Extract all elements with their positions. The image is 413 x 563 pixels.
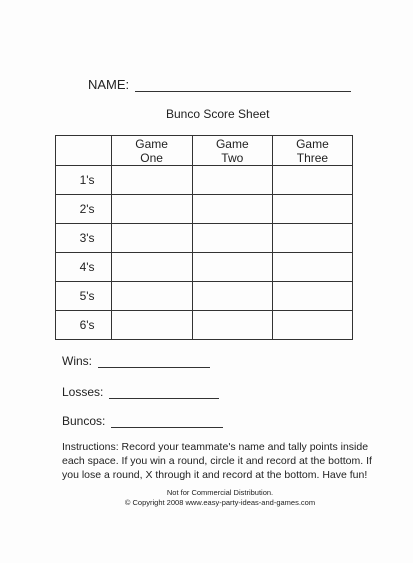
score-cell[interactable] (111, 166, 192, 195)
score-cell[interactable] (272, 311, 352, 340)
buncos-label: Buncos: (62, 414, 106, 428)
table-row (56, 282, 353, 311)
row-label-sixes: 6's (56, 311, 112, 340)
table-row (56, 224, 353, 253)
score-table (55, 135, 353, 340)
table-row (56, 166, 353, 195)
score-cell[interactable] (111, 311, 192, 340)
row-label-fives: 5's (56, 282, 112, 311)
column-header-line1: Game (215, 136, 249, 151)
score-cell[interactable] (272, 282, 352, 311)
column-header-game-three (272, 136, 352, 166)
score-cell[interactable] (272, 195, 352, 224)
row-label-threes: 3's (56, 224, 112, 253)
losses-blank-line[interactable] (109, 387, 219, 399)
footer-distribution-note: Not for Commercial Distribution. (166, 488, 274, 497)
column-header-game-one (111, 136, 192, 166)
footer-copyright: © Copyright 2008 www.easy-party-ideas-and-games.com (124, 498, 316, 507)
column-header-line2: Two (221, 150, 244, 165)
score-cell[interactable] (111, 282, 192, 311)
score-cell[interactable] (192, 253, 272, 282)
score-cell[interactable] (192, 282, 272, 311)
score-cell[interactable] (192, 224, 272, 253)
column-header-game-two (192, 136, 272, 166)
score-cell[interactable] (111, 224, 192, 253)
row-label-twos: 2's (56, 195, 112, 224)
wins-field (62, 354, 210, 368)
corner-cell (56, 136, 112, 166)
sheet-title: Bunco Score Sheet (166, 107, 270, 121)
name-label: NAME: (88, 77, 130, 92)
row-label-fours: 4's (56, 253, 112, 282)
score-cell[interactable] (192, 166, 272, 195)
score-cell[interactable] (272, 224, 352, 253)
losses-label: Losses: (62, 385, 104, 399)
score-cell[interactable] (192, 311, 272, 340)
name-field (88, 77, 351, 92)
table-row (56, 253, 353, 282)
score-cell[interactable] (111, 253, 192, 282)
score-cell[interactable] (272, 166, 352, 195)
column-header-line2: Three (296, 150, 329, 165)
footer (100, 488, 340, 508)
table-header-row (56, 136, 353, 166)
score-cell[interactable] (192, 195, 272, 224)
instructions-text: Instructions: Record your teammate's name and tally points inside each space. If you win a round, circle it and record at the bottom. If you lose a round, X through it and record at the bottom. Have fun! (62, 441, 372, 481)
row-label-ones: 1's (56, 166, 112, 195)
wins-blank-line[interactable] (98, 356, 210, 368)
score-cell[interactable] (111, 195, 192, 224)
buncos-field (62, 414, 223, 428)
losses-field (62, 385, 219, 399)
buncos-blank-line[interactable] (111, 416, 223, 428)
column-header-line1: Game (296, 136, 329, 151)
table-row (56, 311, 353, 340)
column-header-line2: One (140, 150, 163, 165)
name-blank-line[interactable] (135, 79, 351, 92)
wins-label: Wins: (62, 354, 92, 368)
table-row (56, 195, 353, 224)
column-header-line1: Game (135, 136, 168, 151)
score-cell[interactable] (272, 253, 352, 282)
